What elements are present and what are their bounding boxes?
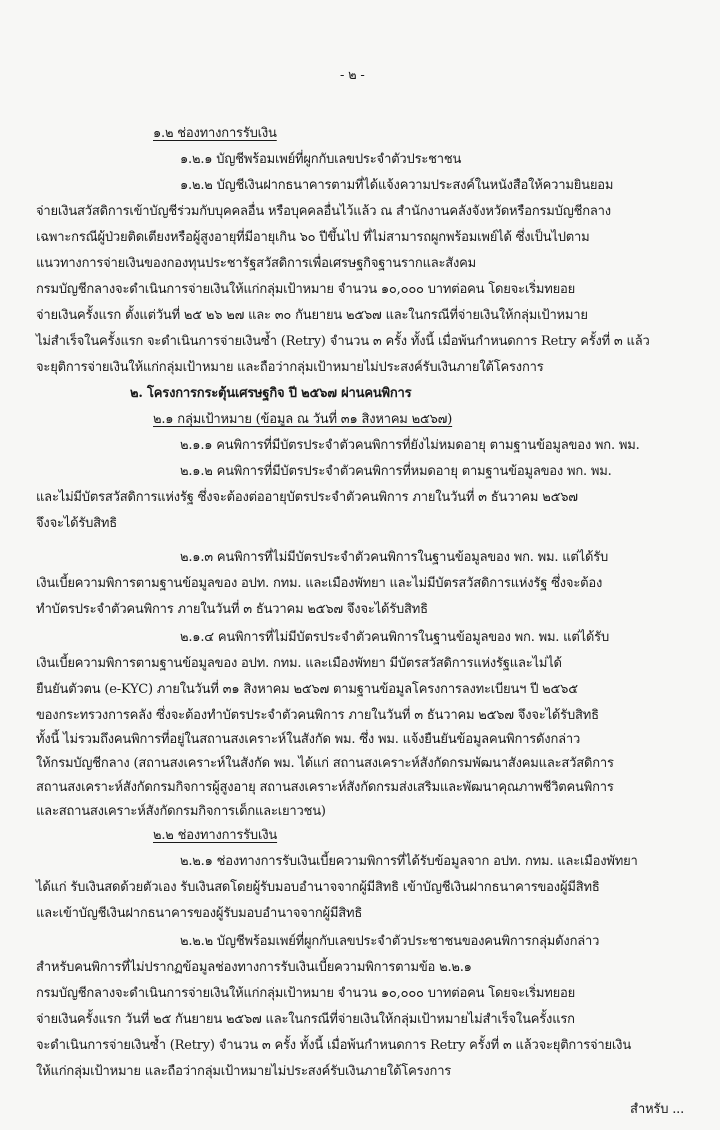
text-line: ๒.๒.๒ บัญชีพร้อมเพย์ที่ผูกกับเลขประจำตัวประชาชนของคนพิการกลุ่มดังกล่าว	[180, 934, 600, 949]
text-line: กรมบัญชีกลางจะดำเนินการจ่ายเงินให้แก่กลุ่มเป้าหมาย จำนวน ๑๐,๐๐๐ บาทต่อคน โดยจะเริ่มทยอย	[36, 282, 576, 297]
text-line: ๑.๒.๑ บัญชีพร้อมเพย์ที่ผูกกับเลขประจำตัวประชาชน	[180, 152, 462, 167]
text-line: กรมบัญชีกลางจะดำเนินการจ่ายเงินให้แก่กลุ่มเป้าหมาย จำนวน ๑๐,๐๐๐ บาทต่อคน โดยจะเริ่มทยอย	[36, 986, 576, 1001]
text-line: ๒.๑.๑ คนพิการที่มีบัตรประจำตัวคนพิการที่ยังไม่หมดอายุ ตามฐานข้อมูลของ พก. พม.	[180, 438, 640, 453]
text-line: ทำบัตรประจำตัวคนพิการ ภายในวันที่ ๓ ธันวาคม ๒๕๖๗ จึงจะได้รับสิทธิ	[36, 602, 428, 617]
text-line: ๒. โครงการกระตุ้นเศรษฐกิจ ปี ๒๕๖๗ ผ่านคนพิการ	[130, 386, 412, 401]
text-line: ๒.๑ กลุ่มเป้าหมาย (ข้อมูล ณ วันที่ ๓๑ สิงหาคม ๒๕๖๗)	[153, 412, 453, 427]
text-line: ๒.๒.๑ ช่องทางการรับเงินเบี้ยความพิการที่ได้รับข้อมูลจาก อปท. กทม. และเมืองพัทยา	[180, 854, 638, 869]
text-line: ได้แก่ รับเงินสดด้วยตัวเอง รับเงินสดโดยผู้รับมอบอำนาจจากผู้มีสิทธิ เข้าบัญชีเงินฝากธนาคารของผู้มีสิทธิ	[36, 880, 600, 895]
text-line: และเข้าบัญชีเงินฝากธนาคารของผู้รับมอบอำนาจจากผู้มีสิทธิ	[36, 906, 363, 921]
continuation-note: สำหรับ ...	[630, 1102, 684, 1117]
text-line: และสถานสงเคราะห์สังกัดกรมกิจการเด็กและเยาวชน)	[36, 804, 326, 819]
text-line: ๒.๑.๔ คนพิการที่ไม่มีบัตรประจำตัวคนพิการในฐานข้อมูลของ พก. พม. แต่ได้รับ	[180, 630, 610, 645]
text-line: ให้กรมบัญชีกลาง (สถานสงเคราะห์ในสังกัด พม. ได้แก่ สถานสงเคราะห์สังกัดกรมพัฒนาสังคมและสวัสดิการ	[36, 756, 614, 771]
text-line: สถานสงเคราะห์สังกัดกรมกิจการผู้สูงอายุ สถานสงเคราะห์สังกัดกรมส่งเสริมและพัฒนาคุณภาพชีวิตคนพิการ	[36, 780, 614, 795]
text-line: จะยุติการจ่ายเงินให้แก่กลุ่มเป้าหมาย และถือว่ากลุ่มเป้าหมายไม่ประสงค์รับเงินภายใต้โครงการ	[36, 360, 544, 375]
text-line: ๒.๑.๒ คนพิการที่มีบัตรประจำตัวคนพิการที่หมดอายุ ตามฐานข้อมูลของ พก. พม.	[180, 464, 612, 479]
text-line: ๑.๒.๒ บัญชีเงินฝากธนาคารตามที่ได้แจ้งความประสงค์ในหนังสือให้ความยินยอม	[180, 178, 614, 193]
text-line: จะดำเนินการจ่ายเงินซ้ำ (Retry) จำนวน ๓ ครั้ง ทั้งนี้ เมื่อพ้นกำหนดการ Retry ครั้งที่ ๓ แล้วจะยุติการจ่ายเงิน	[36, 1038, 632, 1053]
text-line: ของกระทรวงการคลัง ซึ่งจะต้องทำบัตรประจำตัวคนพิการ ภายในวันที่ ๓ ธันวาคม ๒๕๖๗ จึงจะได้รับสิทธิ	[36, 708, 599, 723]
text-line: ให้แก่กลุ่มเป้าหมาย และถือว่ากลุ่มเป้าหมายไม่ประสงค์รับเงินภายใต้โครงการ	[36, 1064, 452, 1079]
text-line: และไม่มีบัตรสวัสดิการแห่งรัฐ ซึ่งจะต้องต่ออายุบัตรประจำตัวคนพิการ ภายในวันที่ ๓ ธันวาคม ๒๕๖๗	[36, 490, 578, 505]
text-line: จ่ายเงินครั้งแรก ตั้งแต่วันที่ ๒๕ ๒๖ ๒๗ และ ๓๐ กันยายน ๒๕๖๗ และในกรณีที่จ่ายเงินให้กลุ่มเป้าหมาย	[36, 308, 588, 323]
text-line: ไม่สำเร็จในครั้งแรก จะดำเนินการจ่ายเงินซ้ำ (Retry) จำนวน ๓ ครั้ง ทั้งนี้ เมื่อพ้นกำหนดการ Retry ครั้งที่ ๓ แล้ว	[36, 334, 650, 349]
text-line: ยืนยันตัวตน (e-KYC) ภายในวันที่ ๓๑ สิงหาคม ๒๕๖๗ ตามฐานข้อมูลโครงการลงทะเบียนฯ ปี ๒๕๖๕	[36, 682, 578, 697]
text-line: เงินเบี้ยความพิการตามฐานข้อมูลของ อปท. กทม. และเมืองพัทยา และไม่มีบัตรสวัสดิการแห่งรัฐ ซึ่งจะต้อง	[36, 576, 603, 591]
page-number: - ๒ -	[340, 68, 365, 83]
text-line: ๑.๒ ช่องทางการรับเงิน	[153, 126, 277, 141]
text-line: เฉพาะกรณีผู้ป่วยติดเตียงหรือผู้สูงอายุที่มีอายุเกิน ๖๐ ปีขึ้นไป ที่ไม่สามารถผูกพร้อมเพย์ได้ ซึ่งเป็นไปตาม	[36, 230, 590, 245]
text-line: จ่ายเงินสวัสดิการเข้าบัญชีร่วมกับบุคคลอื่น หรือบุคคลอื่นไว้แล้ว ณ สำนักงานคลังจังหวัดหรือกรมบัญชีกลาง	[36, 204, 611, 219]
text-line: สำหรับคนพิการที่ไม่ปรากฏข้อมูลช่องทางการรับเงินเบี้ยความพิการตามข้อ ๒.๒.๑	[36, 960, 472, 975]
text-line: ทั้งนี้ ไม่รวมถึงคนพิการที่อยู่ในสถานสงเคราะห์ในสังกัด พม. ซึ่ง พม. แจ้งยืนยันข้อมูลคนพิการดังกล่าว	[36, 732, 581, 747]
text-line: จึงจะได้รับสิทธิ	[36, 516, 118, 531]
text-line: แนวทางการจ่ายเงินของกองทุนประชารัฐสวัสดิการเพื่อเศรษฐกิจฐานรากและสังคม	[36, 256, 477, 271]
text-line: จ่ายเงินครั้งแรก วันที่ ๒๕ กันยายน ๒๕๖๗ และในกรณีที่จ่ายเงินให้กลุ่มเป้าหมายไม่สำเร็จในครั้งแรก	[36, 1012, 575, 1027]
text-line: ๒.๑.๓ คนพิการที่ไม่มีบัตรประจำตัวคนพิการในฐานข้อมูลของ พก. พม. แต่ได้รับ	[180, 550, 609, 565]
text-line: ๒.๒ ช่องทางการรับเงิน	[153, 828, 278, 843]
text-line: เงินเบี้ยความพิการตามฐานข้อมูลของ อปท. กทม. และเมืองพัทยา มีบัตรสวัสดิการแห่งรัฐและไม่ได้	[36, 656, 562, 671]
